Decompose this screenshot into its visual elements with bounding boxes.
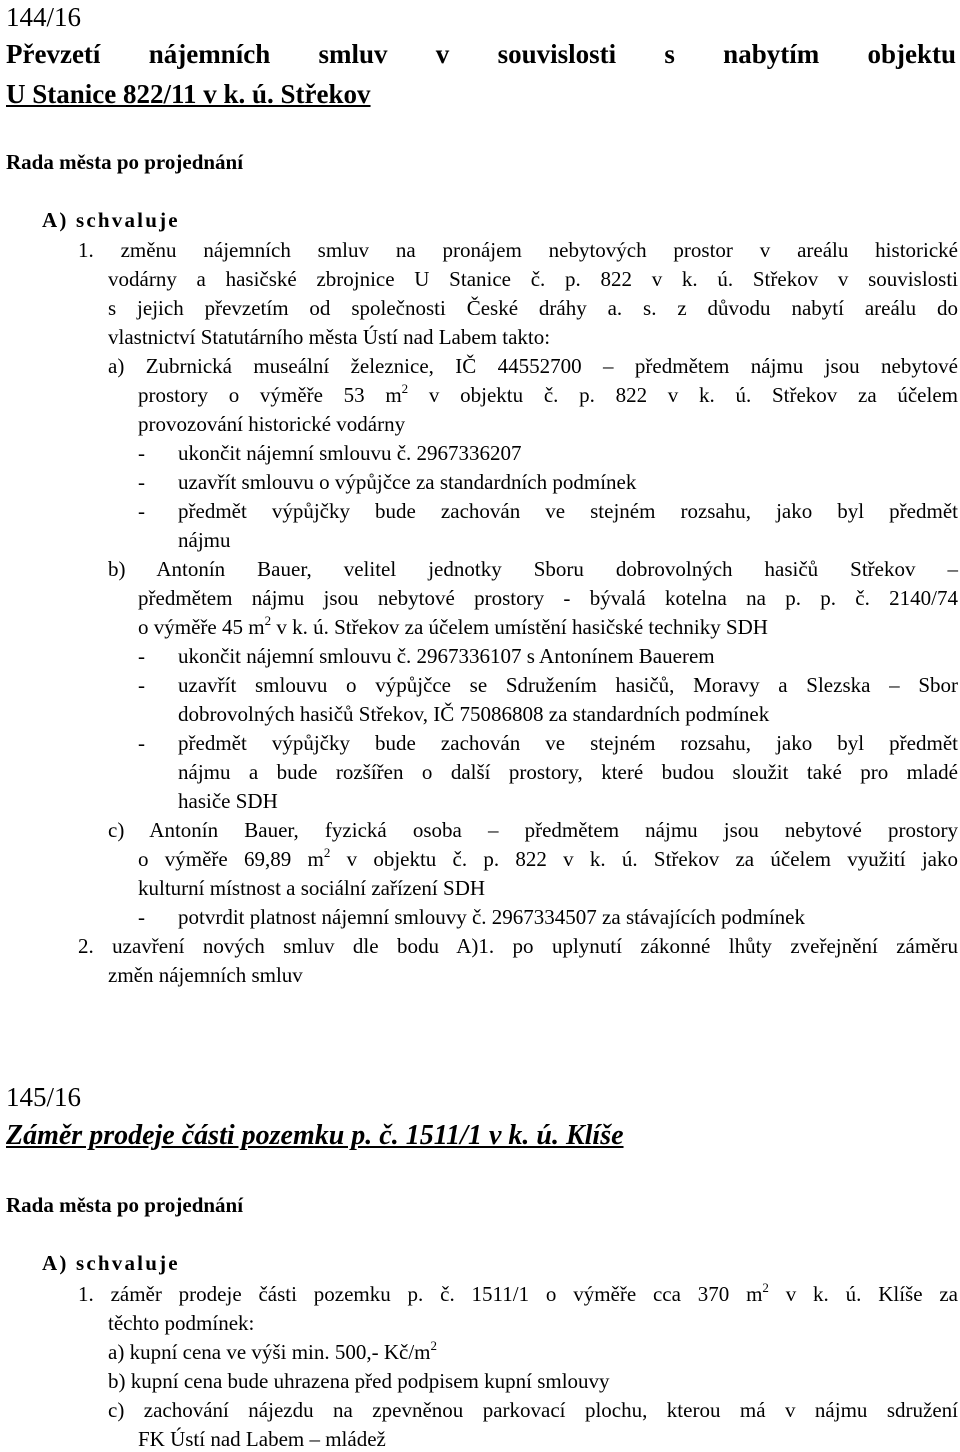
list-item: - předmět výpůjčky bude zachován ve stejném rozsahu, jako byl předmět: [138, 499, 958, 523]
resolution-number: 144/16: [6, 2, 82, 32]
subitem-c-line-3: kulturní místnost a sociální zařízení SDH: [138, 876, 486, 900]
subitem-c-line-2: o výměře 69,89 $m^2$ v objektu č. p. 822 v k. ú. Střekov za účelem využití jako: [138, 845, 958, 871]
item-1-line-1: 1. záměr prodeje části pozemku p. č. 1511/1 o výměře cca 370 $m^2$ v k. ú. Klíše za: [78, 1280, 958, 1306]
list-item: - uzavřít smlouvu o výpůjčce za standardních podmínek: [138, 470, 637, 494]
subitem-a: a) kupní cena ve výši min. 500,- $Kč/m^2$: [108, 1338, 438, 1364]
item-1-line-2: těchto podmínek:: [108, 1311, 255, 1335]
resolution-title-line-1: Převzetí nájemních smluv v souvislosti s nabytím objektu: [6, 39, 956, 69]
list-item: - potvrdit platnost nájemní smlouvy č. 2967334507 za stávajících podmínek: [138, 905, 805, 929]
subitem-a-line-1: a) Zubrnická museální železnice, IČ 44552700 – předmětem nájmu jsou nebytové: [108, 354, 958, 378]
subitem-b-line-3: o výměře 45 $m^2$ v k. ú. Střekov za účelem umístění hasičské techniky SDH: [138, 613, 768, 639]
subitem-a-line-3: provozování historické vodárny: [138, 412, 406, 436]
subitem-b-line-1: b) Antonín Bauer, velitel jednotky Sboru dobrovolných hasičů Střekov –: [108, 557, 958, 581]
item-1-line-1: 1. změnu nájemních smluv na pronájem nebytových prostor v areálu historické: [78, 238, 958, 262]
list-item-continuation: nájmu: [178, 528, 231, 552]
subitem-c-line-2: FK Ústí nad Labem – mládež: [138, 1427, 386, 1451]
list-item-continuation: nájmu a bude rozšířen o další prostory, které budou sloužit také pro mladé: [178, 760, 958, 784]
list-item: - ukončit nájemní smlouvu č. 2967336107 s Antonínem Bauerem: [138, 644, 715, 668]
list-item-continuation: dobrovolných hasičů Střekov, IČ 75086808 za standardních podmínek: [178, 702, 770, 726]
subitem-c-line-1: c) zachování nájezdu na zpevněnou parkovací plochu, kterou má v nájmu sdružení: [108, 1398, 958, 1422]
council-label: Rada města po projednání: [6, 150, 244, 174]
subitem-b: b) kupní cena bude uhrazena před podpisem kupní smlouvy: [108, 1369, 610, 1393]
item-1-line-2: vodárny a hasičské zbrojnice U Stanice č. p. 822 v k. ú. Střekov v souvislosti: [108, 267, 958, 291]
subitem-b-line-2: předmětem nájmu jsou nebytové prostory - bývalá kotelna na p. p. č. 2140/74: [138, 586, 958, 610]
action-label: A) schvaluje: [42, 1251, 180, 1275]
list-item: - uzavřít smlouvu o výpůjčce se Sdružením hasičů, Moravy a Slezska – Sbor: [138, 673, 958, 697]
item-1-line-4: vlastnictví Statutárního města Ústí nad Labem takto:: [108, 325, 551, 349]
subitem-c-line-1: c) Antonín Bauer, fyzická osoba – předmětem nájmu jsou nebytové prostory: [108, 818, 958, 842]
item-2-line-1: 2. uzavření nových smluv dle bodu A)1. po uplynutí zákonné lhůty zveřejnění záměru: [78, 934, 958, 958]
subitem-a-line-2: prostory o výměře 53 $m^2$ v objektu č. p. 822 v k. ú. Střekov za účelem: [138, 381, 958, 407]
resolution-number: 145/16: [6, 1082, 82, 1112]
item-1-line-3: s jejich převzetím od společnosti České dráhy a. s. z důvodu nabytí areálu do: [108, 296, 958, 320]
council-label: Rada města po projednání: [6, 1193, 244, 1217]
list-item: - předmět výpůjčky bude zachován ve stejném rozsahu, jako byl předmět: [138, 731, 958, 755]
action-label: A) schvaluje: [42, 208, 180, 232]
item-2-line-2: změn nájemních smluv: [108, 963, 303, 987]
list-item: - ukončit nájemní smlouvu č. 2967336207: [138, 441, 522, 465]
resolution-title: Záměr prodeje části pozemku p. č. 1511/1 v k. ú. Klíše: [6, 1120, 624, 1151]
resolution-title-line-2: U Stanice 822/11 v k. ú. Střekov: [6, 79, 371, 109]
list-item-continuation: hasiče SDH: [178, 789, 278, 813]
